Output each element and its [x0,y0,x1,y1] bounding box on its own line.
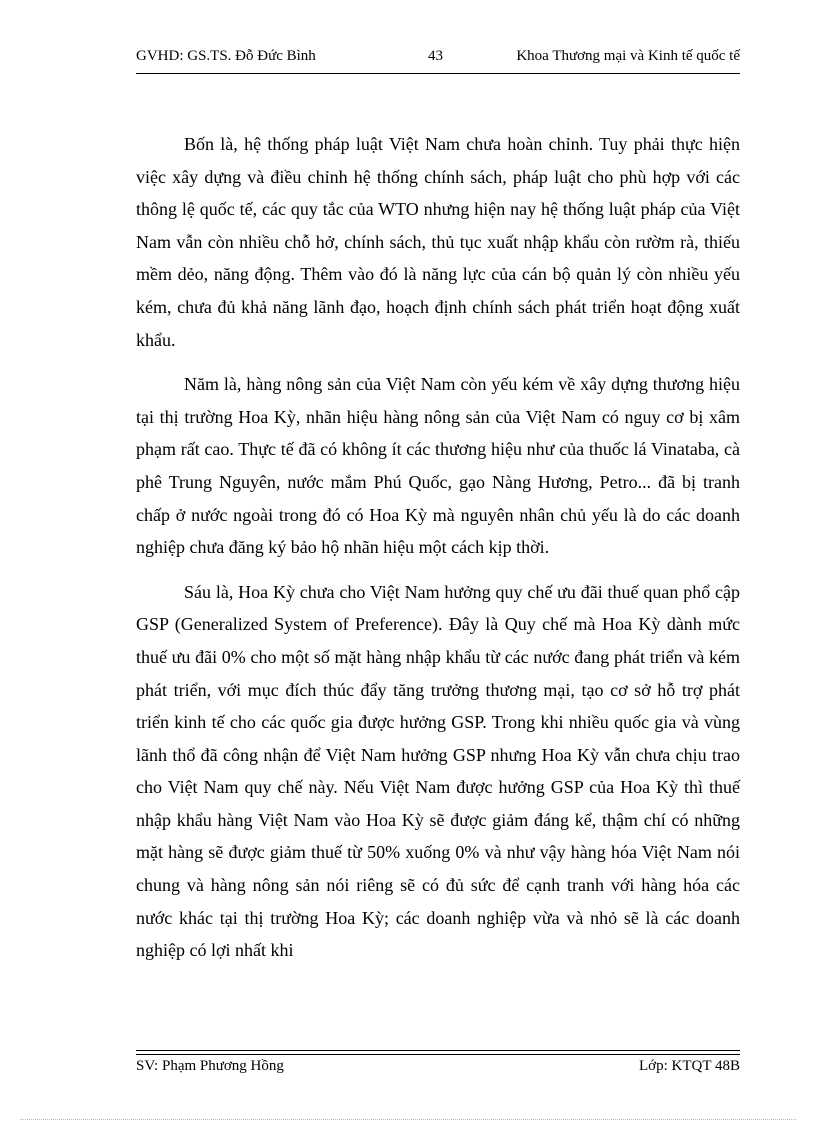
footer-student: SV: Phạm Phương Hồng [136,1058,284,1074]
page-header [136,48,740,72]
header-advisor: GVHD: GS.TS. Đỗ Đức Bình [136,48,316,64]
paragraph: Bốn là, hệ thống pháp luật Việt Nam chưa hoàn chỉnh. Tuy phải thực hiện việc xây dựng và điều chỉnh hệ thống chính sách, pháp luật cho phù hợp với các thông lệ quốc tế, các quy tắc của WTO nhưng hiện nay hệ thống luật pháp của Việt Nam vẫn còn nhiều chỗ hở, chính sách, thủ tục xuất nhập khẩu còn rườm rà, thiếu mềm dẻo, năng động. Thêm vào đó là năng lực của cán bộ quản lý còn nhiều yếu kém, chưa đủ khả năng lãnh đạo, hoạch định chính sách phát triển hoạt động xuất khẩu. [136,134,740,350]
document-body [136,128,740,979]
page-edge-dotted-line [20,1119,796,1120]
paragraph: Năm là, hàng nông sản của Việt Nam còn yếu kém về xây dựng thương hiệu tại thị trường Hoa Kỳ, nhãn hiệu hàng nông sản của Việt Nam có nguy cơ bị xâm phạm rất cao. Thực tế đã có không ít các thương hiệu như của thuốc lá Vinataba, cà phê Trung Nguyên, nước mắm Phú Quốc, gạo Nàng Hương, Petro... đã bị tranh chấp ở nước ngoài trong đó có Hoa Kỳ mà nguyên nhân chủ yếu là do các doanh nghiệp chưa đăng ký bảo hộ nhãn hiệu một cách kịp thời. [136,374,740,558]
header-rule [136,73,740,74]
footer-rule-bottom [136,1054,740,1055]
footer-class: Lớp: KTQT 48B [639,1058,740,1074]
paragraph: Sáu là, Hoa Kỳ chưa cho Việt Nam hưởng quy chế ưu đãi thuế quan phổ cập GSP (Generalized System of Preference). Đây là Quy chế mà Hoa Kỳ dành mức thuế ưu đãi 0% cho một số mặt hàng nhập khẩu từ các nước đang phát triển và kém phát triển, với mục đích thúc đẩy tăng trưởng thương mại, tạo cơ sở hỗ trợ phát triển kinh tế cho các quốc gia được hưởng GSP. Trong khi nhiều quốc gia và vùng lãnh thổ đã công nhận để Việt Nam hưởng GSP nhưng Hoa Kỳ vẫn chưa chịu trao cho Việt Nam quy chế này. Nếu Việt Nam được hưởng GSP của Hoa Kỳ thì thuế nhập khẩu hàng Việt Nam vào Hoa Kỳ sẽ được giảm đáng kể, thậm chí có những mặt hàng sẽ được giảm thuế từ 50% xuống 0% và như vậy hàng hóa Việt Nam nói chung và hàng nông sản nói riêng sẽ có đủ sức để cạnh tranh với hàng hóa các nước khác tại thị trường Hoa Kỳ; các doanh nghiệp vừa và nhỏ sẽ là các doanh nghiệp có lợi nhất khi [136,581,740,961]
header-department: Khoa Thương mại và Kinh tế quốc tế [516,48,740,64]
footer-rule-top [136,1050,740,1051]
page-number: 43 [428,48,443,64]
